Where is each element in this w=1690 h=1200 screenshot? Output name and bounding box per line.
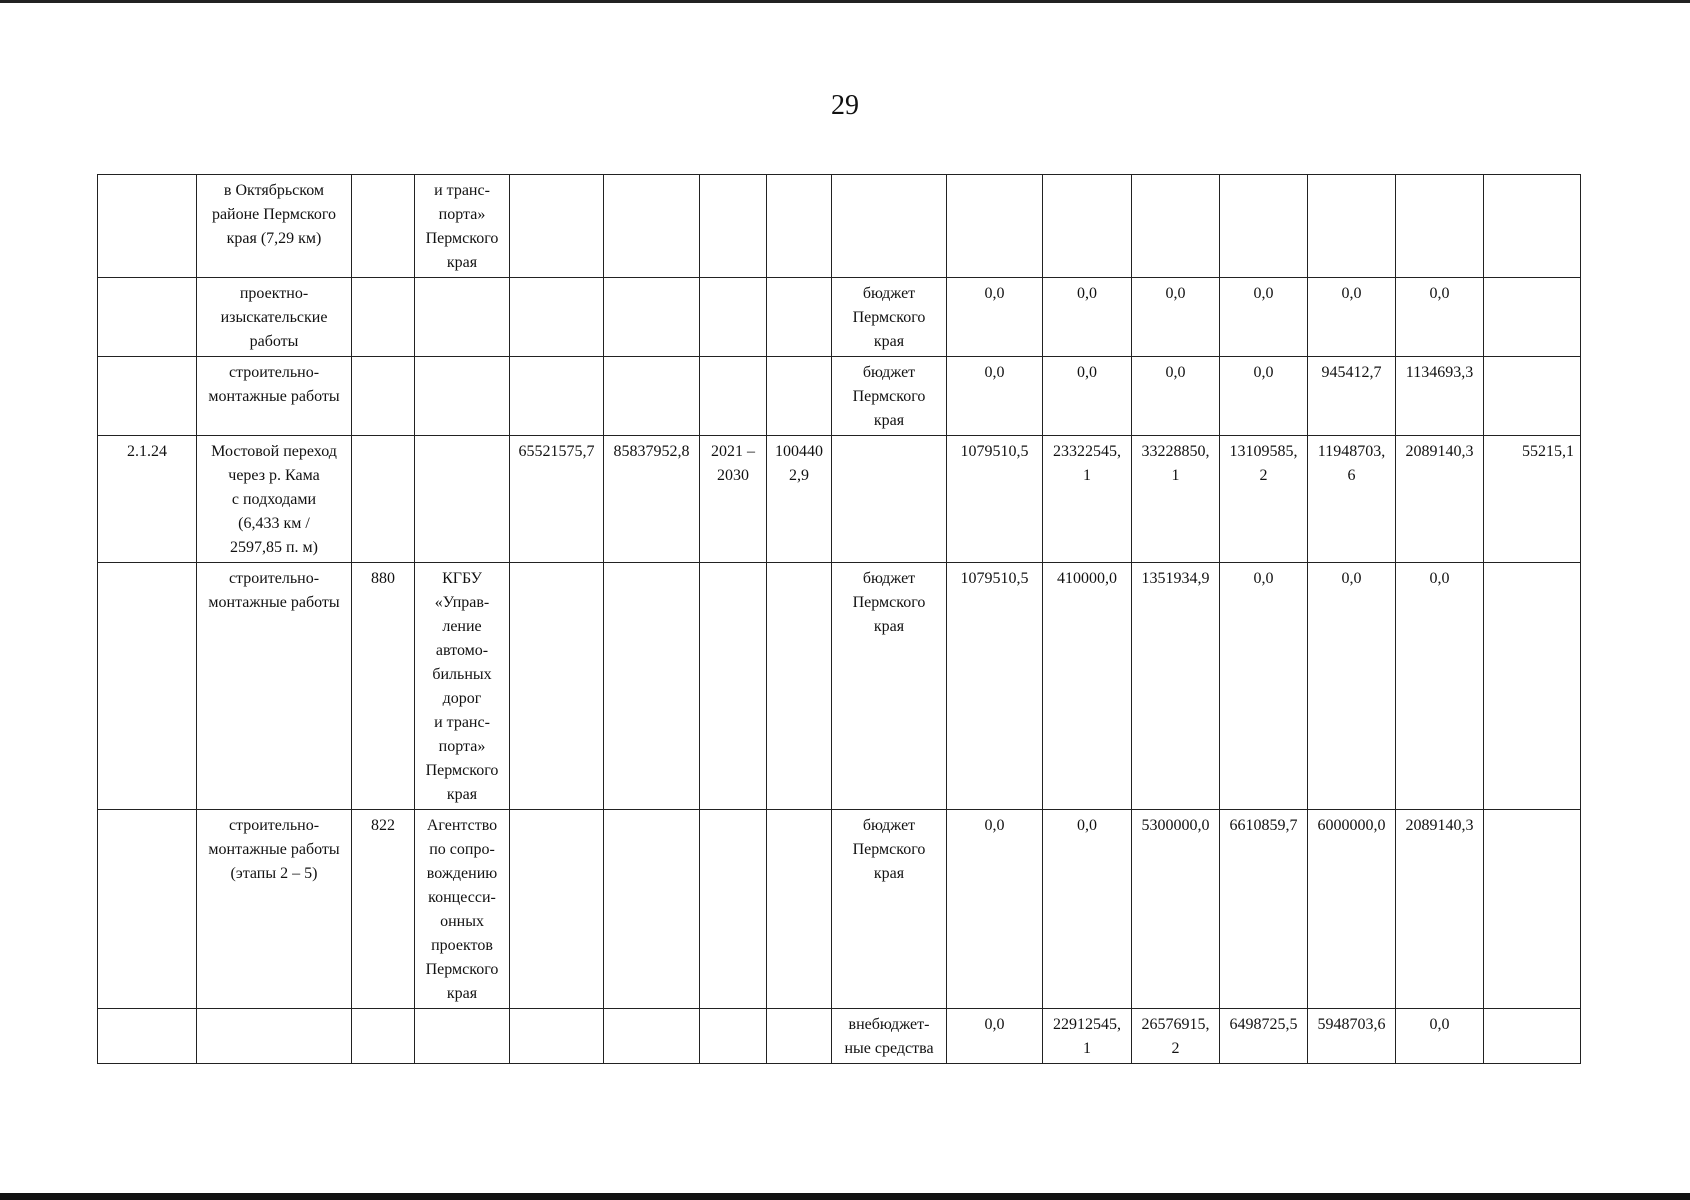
table-cell bbox=[98, 175, 197, 278]
table-cell: 2021 – 2030 bbox=[700, 436, 767, 563]
table-cell: строительно- монтажные работы bbox=[197, 357, 352, 436]
table-cell: 6498725,5 bbox=[1220, 1009, 1308, 1064]
table-cell: бюджет Пермского края bbox=[832, 563, 947, 810]
table-cell: 0,0 bbox=[1132, 357, 1220, 436]
table-cell: 2089140,3 bbox=[1396, 810, 1484, 1009]
table-cell bbox=[352, 436, 415, 563]
table-cell bbox=[767, 175, 832, 278]
table-cell bbox=[197, 1009, 352, 1064]
table-cell bbox=[1484, 1009, 1581, 1064]
table-cell bbox=[510, 175, 604, 278]
table-cell: 0,0 bbox=[1396, 1009, 1484, 1064]
page-number: 29 bbox=[831, 90, 859, 121]
table-cell bbox=[604, 175, 700, 278]
table-cell bbox=[352, 357, 415, 436]
table-cell: 0,0 bbox=[1043, 810, 1132, 1009]
table-cell: 13109585, 2 bbox=[1220, 436, 1308, 563]
table-cell bbox=[604, 1009, 700, 1064]
table-cell: 0,0 bbox=[947, 810, 1043, 1009]
table-cell bbox=[700, 1009, 767, 1064]
table-cell: 0,0 bbox=[1220, 278, 1308, 357]
table-cell: 11948703, 6 bbox=[1308, 436, 1396, 563]
table-row bbox=[98, 175, 1581, 278]
table-cell: 55215,1 bbox=[1484, 436, 1581, 563]
table-cell bbox=[767, 810, 832, 1009]
table-cell: 410000,0 bbox=[1043, 563, 1132, 810]
table-row bbox=[98, 278, 1581, 357]
table-cell: проектно- изыскательские работы bbox=[197, 278, 352, 357]
table-cell bbox=[415, 357, 510, 436]
table-cell bbox=[415, 436, 510, 563]
table-cell: 0,0 bbox=[1308, 563, 1396, 810]
table-cell: 5300000,0 bbox=[1132, 810, 1220, 1009]
table-cell: 0,0 bbox=[1308, 278, 1396, 357]
table-cell bbox=[1484, 357, 1581, 436]
table-cell: 0,0 bbox=[1043, 278, 1132, 357]
table-cell bbox=[1484, 563, 1581, 810]
table-cell bbox=[510, 1009, 604, 1064]
table-cell: 65521575,7 bbox=[510, 436, 604, 563]
table-cell bbox=[1484, 810, 1581, 1009]
table-cell: 6610859,7 bbox=[1220, 810, 1308, 1009]
table-cell bbox=[1308, 175, 1396, 278]
table-cell bbox=[415, 1009, 510, 1064]
table-cell: 0,0 bbox=[1396, 563, 1484, 810]
table-cell: бюджет Пермского края bbox=[832, 810, 947, 1009]
table-cell bbox=[98, 563, 197, 810]
table-cell: 0,0 bbox=[1043, 357, 1132, 436]
table-cell: 26576915, 2 bbox=[1132, 1009, 1220, 1064]
table-cell: 1079510,5 bbox=[947, 563, 1043, 810]
table-cell bbox=[767, 563, 832, 810]
table-cell: 100440 2,9 bbox=[767, 436, 832, 563]
table-cell bbox=[832, 436, 947, 563]
table-cell bbox=[604, 810, 700, 1009]
table-cell bbox=[415, 278, 510, 357]
scan-edge-bottom bbox=[0, 1193, 1690, 1200]
table-cell: 85837952,8 bbox=[604, 436, 700, 563]
table-cell bbox=[700, 278, 767, 357]
table-cell bbox=[1396, 175, 1484, 278]
table-row bbox=[98, 1009, 1581, 1064]
table-cell bbox=[352, 278, 415, 357]
table-cell bbox=[98, 1009, 197, 1064]
table-cell bbox=[767, 357, 832, 436]
table-cell: 945412,7 bbox=[1308, 357, 1396, 436]
table-cell: 33228850, 1 bbox=[1132, 436, 1220, 563]
table-cell bbox=[604, 357, 700, 436]
table-cell bbox=[510, 563, 604, 810]
table-cell: 5948703,6 bbox=[1308, 1009, 1396, 1064]
table-cell: бюджет Пермского края bbox=[832, 278, 947, 357]
table-cell: внебюджет- ные средства bbox=[832, 1009, 947, 1064]
table-cell: в Октябрьском районе Пермского края (7,29 км) bbox=[197, 175, 352, 278]
table-cell: Агентство по сопро- вождению концесси- онных проектов Пермского края bbox=[415, 810, 510, 1009]
table-cell bbox=[510, 357, 604, 436]
table-cell bbox=[98, 810, 197, 1009]
table-cell bbox=[604, 563, 700, 810]
table-cell bbox=[832, 175, 947, 278]
table-cell: 0,0 bbox=[1132, 278, 1220, 357]
scan-edge-top bbox=[0, 0, 1690, 3]
table-cell bbox=[352, 1009, 415, 1064]
table-cell bbox=[1132, 175, 1220, 278]
table-cell: 23322545, 1 bbox=[1043, 436, 1132, 563]
table-cell bbox=[767, 1009, 832, 1064]
table-cell bbox=[767, 278, 832, 357]
table-cell: 0,0 bbox=[1220, 563, 1308, 810]
table-cell: 1351934,9 bbox=[1132, 563, 1220, 810]
table-cell: 822 bbox=[352, 810, 415, 1009]
table-cell: 880 bbox=[352, 563, 415, 810]
table-cell bbox=[700, 175, 767, 278]
table-cell: 0,0 bbox=[947, 1009, 1043, 1064]
table-cell: и транс- порта» Пермского края bbox=[415, 175, 510, 278]
table-cell bbox=[98, 278, 197, 357]
table-cell: 2.1.24 bbox=[98, 436, 197, 563]
table-cell bbox=[1484, 278, 1581, 357]
table-cell: 1079510,5 bbox=[947, 436, 1043, 563]
program-table bbox=[97, 174, 1581, 1064]
table-row bbox=[98, 810, 1581, 1009]
table-cell: 2089140,3 bbox=[1396, 436, 1484, 563]
table-cell bbox=[352, 175, 415, 278]
table-cell: КГБУ «Управ- ление автомо- бильных дорог и транс- порта» Пермского края bbox=[415, 563, 510, 810]
table-cell: 0,0 bbox=[947, 278, 1043, 357]
table-cell bbox=[510, 810, 604, 1009]
table-cell: строительно- монтажные работы (этапы 2 – 5) bbox=[197, 810, 352, 1009]
table-cell bbox=[1220, 175, 1308, 278]
table-cell bbox=[700, 357, 767, 436]
table-cell: 0,0 bbox=[1396, 278, 1484, 357]
table-cell bbox=[98, 357, 197, 436]
table-cell bbox=[700, 563, 767, 810]
table-cell bbox=[1484, 175, 1581, 278]
table-cell: 0,0 bbox=[1220, 357, 1308, 436]
table-cell bbox=[510, 278, 604, 357]
table-row bbox=[98, 563, 1581, 810]
table-row bbox=[98, 357, 1581, 436]
table-cell bbox=[700, 810, 767, 1009]
table-cell: 1134693,3 bbox=[1396, 357, 1484, 436]
table-cell: бюджет Пермского края bbox=[832, 357, 947, 436]
table-cell bbox=[1043, 175, 1132, 278]
table-cell bbox=[604, 278, 700, 357]
table-cell: строительно- монтажные работы bbox=[197, 563, 352, 810]
table-cell bbox=[947, 175, 1043, 278]
table-cell: Мостовой переход через р. Кама с подходами (6,433 км / 2597,85 п. м) bbox=[197, 436, 352, 563]
table-row bbox=[98, 436, 1581, 563]
table-cell: 22912545, 1 bbox=[1043, 1009, 1132, 1064]
table-cell: 6000000,0 bbox=[1308, 810, 1396, 1009]
table-cell: 0,0 bbox=[947, 357, 1043, 436]
